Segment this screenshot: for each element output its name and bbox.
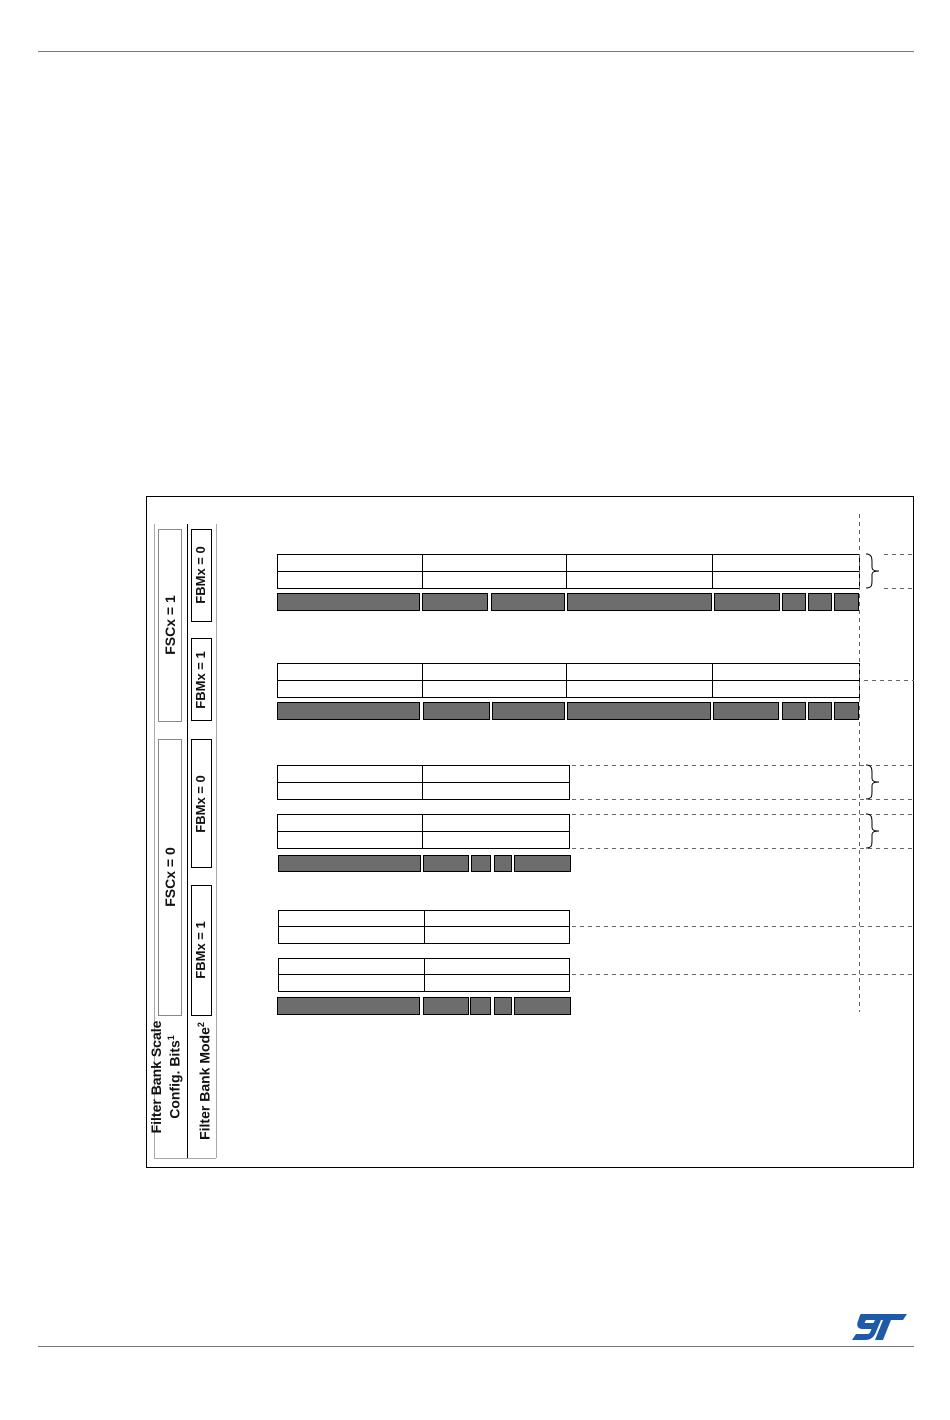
fbm-label-2: FBMx = 1 xyxy=(193,651,208,709)
register-group-32bit-mask xyxy=(278,555,860,611)
filter-bank-scale-label xyxy=(149,1002,183,1152)
fbm-label-1: FBMx = 0 xyxy=(193,546,208,604)
brace-icon-2 xyxy=(866,765,879,799)
scale-label-line1: Filter Bank Scale xyxy=(148,1020,164,1134)
brace-icons xyxy=(866,554,879,848)
fsc1-label: FSCx = 1 xyxy=(162,595,178,655)
filter-bank-mode-label xyxy=(192,1006,213,1156)
mapping-bar-3 xyxy=(279,856,571,872)
brace-icon-1 xyxy=(866,554,879,588)
register-group-16bit-list xyxy=(278,911,571,1015)
mode-footnote: 2 xyxy=(196,1022,206,1028)
brace-icon-3 xyxy=(866,814,879,848)
mapping-bar-2 xyxy=(278,703,859,720)
scale-footnote: 1 xyxy=(166,1035,176,1041)
fbm-label-3: FBMx = 0 xyxy=(193,775,208,833)
mode-label: Filter Bank Mode xyxy=(196,1027,213,1140)
mapping-bar-4 xyxy=(278,998,571,1015)
st-logo xyxy=(851,1312,909,1342)
mapping-bar-1 xyxy=(278,594,859,611)
dashed-leaders xyxy=(572,555,914,975)
register-group-32bit-list xyxy=(278,664,860,720)
fsc0-label: FSCx = 0 xyxy=(162,847,178,907)
fbm-label-4: FBMx = 1 xyxy=(193,921,208,979)
register-group-16bit-mask xyxy=(278,766,571,872)
scale-label-line2: Config. Bits xyxy=(166,1040,183,1119)
